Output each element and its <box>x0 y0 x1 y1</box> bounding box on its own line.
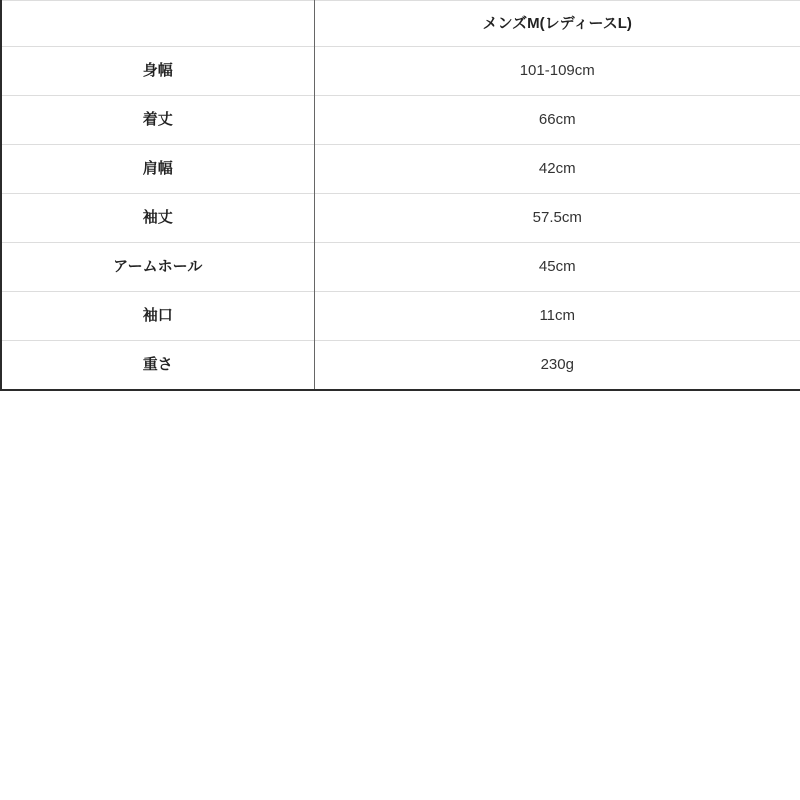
row-value: 57.5cm <box>314 194 800 243</box>
row-label: 袖丈 <box>142 209 173 226</box>
table-row-shoulder-width <box>1 145 800 194</box>
row-label: アームホール <box>113 258 203 275</box>
row-value: 11cm <box>314 292 800 341</box>
row-value: 42cm <box>314 145 800 194</box>
row-label: 重さ <box>142 355 173 373</box>
row-value: 101-109cm <box>314 47 800 96</box>
row-value: 45cm <box>314 243 800 292</box>
row-value: 66cm <box>314 96 800 145</box>
table-row-armhole <box>1 243 800 292</box>
table-row-weight <box>1 341 800 390</box>
header-empty-cell <box>1 1 314 47</box>
header-size-cell: メンズM(レディースL) <box>314 1 800 47</box>
row-label: 袖口 <box>142 307 173 324</box>
table-header-row <box>1 1 800 47</box>
size-spec-table <box>0 0 800 391</box>
table-row-sleeve-length <box>1 194 800 243</box>
row-label: 身幅 <box>142 62 173 79</box>
row-value: 230g <box>314 341 800 390</box>
row-label: 肩幅 <box>142 160 173 177</box>
empty-whitespace <box>0 391 800 797</box>
table-row-body-width <box>1 47 800 96</box>
table-row-length <box>1 96 800 145</box>
table-row-cuff <box>1 292 800 341</box>
row-label: 着丈 <box>142 111 173 128</box>
